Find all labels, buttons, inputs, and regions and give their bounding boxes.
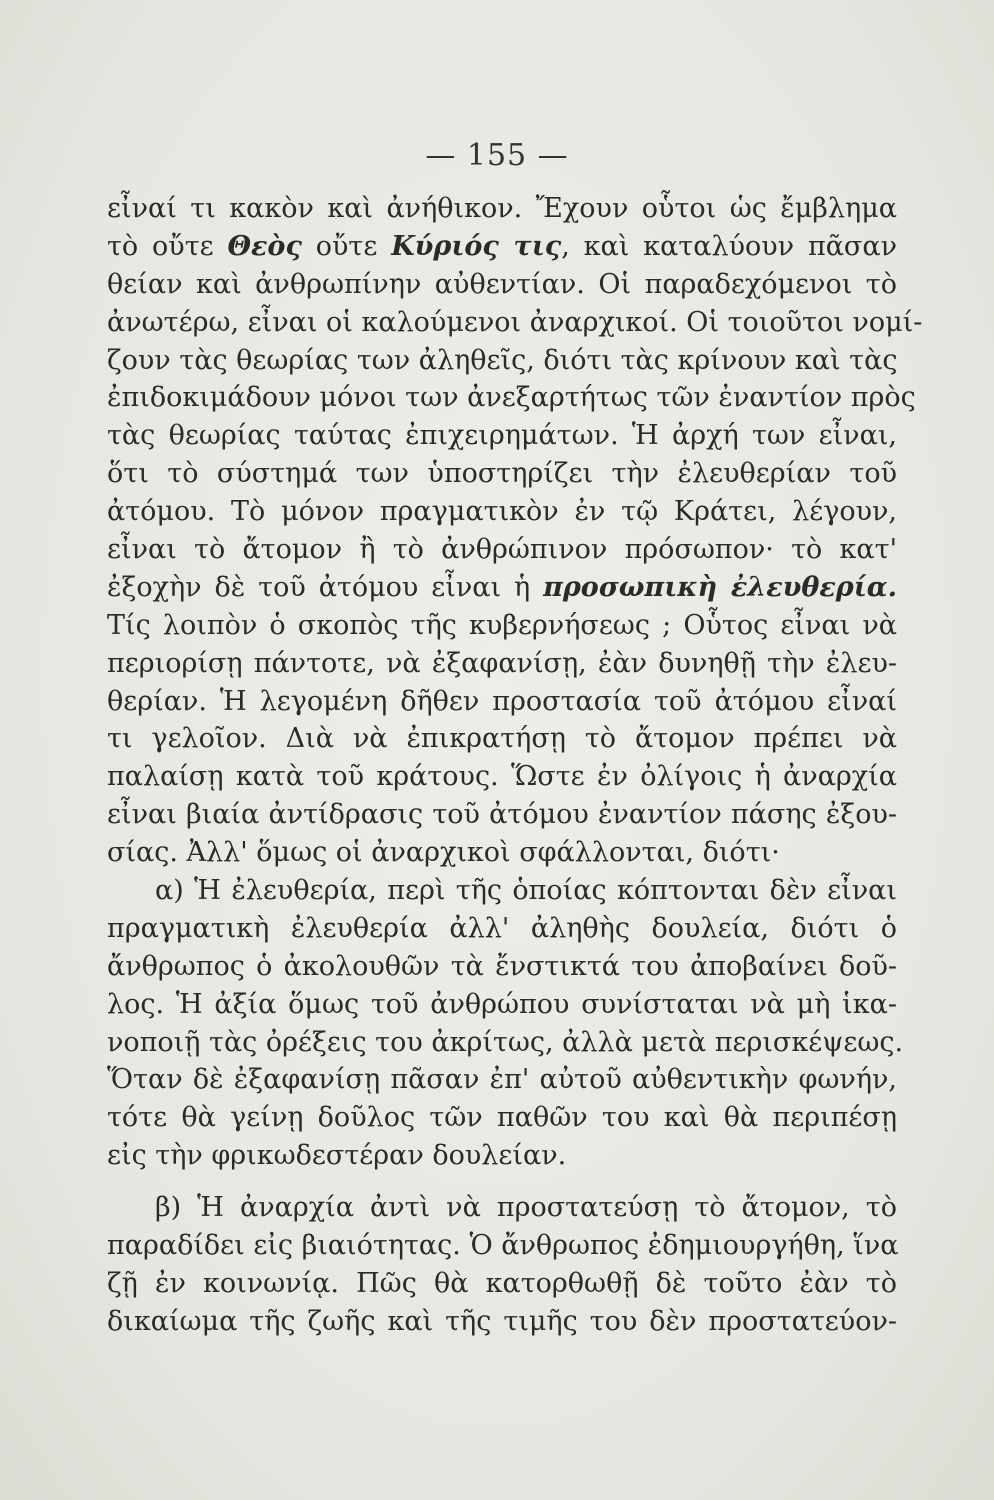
text-line: θείαν καὶ ἀνθρωπίνην αὐθεντίαν. Οἱ παραδεχόμενοι τὸ <box>107 268 897 300</box>
text-line: τὰς θεωρίας ταύτας ἐπιχειρημάτων. Ἡ ἀρχή των εἶναι, <box>107 420 897 452</box>
text-line: εἶναι βιαία ἀντίδρασις τοῦ ἀτόμου ἐναντίον πάσης ἐξου- <box>107 799 897 831</box>
text-line: εἰς τὴν φρικωδεστέραν δουλείαν. <box>107 1140 567 1172</box>
text-line: παραδίδει εἰς βιαιότητας. Ὁ ἄνθρωπος ἐδημιουργήθη, ἵνα <box>107 1230 899 1262</box>
text-line: ζῇ ἐν κοινωνίᾳ. Πῶς θὰ κατορθωθῇ δὲ τοῦτο ἐὰν τὸ <box>107 1267 897 1299</box>
text-line: περιορίσῃ πάντοτε, νὰ ἐξαφανίσῃ, ἐὰν δυνηθῇ τὴν ἐλευ- <box>107 647 897 679</box>
paragraph-gap <box>107 1175 897 1189</box>
text-line: πραγματικὴ ἐλευθερία ἀλλ' ἀληθὴς δουλεία, διότι ὁ <box>107 912 897 944</box>
text-line: εἶναί τι κακὸν καὶ ἀνήθικον. Ἔχουν οὗτοι ὡς ἔμβλημα <box>107 193 897 224</box>
text-line: θερίαν. Ἡ λεγομένη δῆθεν προστασία τοῦ ἀτόμου εἶναί <box>107 685 897 717</box>
text-line: ἄνθρωπος ὁ ἀκολουθῶν τὰ ἔνστικτά του ἀποβαίνει δοῦ- <box>107 950 897 982</box>
text-line: ἐπιδοκιμάδουν μόνοι των ἀνεξαρτήτως τῶν ἐναντίον πρὸς <box>107 382 916 414</box>
emphasized-text: Θεὸς <box>227 230 302 262</box>
text-line: λος. Ἡ ἀξία ὅμως τοῦ ἀνθρώπου συνίσταται νὰ μὴ ἱκα- <box>107 988 897 1020</box>
text-line: ἀνωτέρω, εἶναι οἱ καλούμενοι ἀναρχικοί. Οἱ τοιοῦτοι νομί- <box>107 306 923 338</box>
text-line: νοποιῇ τὰς ὀρέξεις του ἀκρίτως, ἀλλὰ μετὰ περισκέψεως. <box>107 1026 904 1058</box>
text-line: τὸ οὔτε Θεὸς οὔτε Κύριός τις, καὶ καταλύουν πᾶσαν <box>107 230 897 262</box>
emphasized-text: προσωπικὴ ἐλευθερία. <box>543 571 897 603</box>
body-text <box>107 190 923 1341</box>
text-line: ζουν τὰς θεωρίας των ἀληθεῖς, διότι τὰς κρίνουν καὶ τὰς <box>107 344 898 376</box>
text-line: β) Ἡ ἀναρχία ἀντὶ νὰ προστατεύσῃ τὸ ἄτομον, τὸ <box>155 1192 897 1224</box>
text-line: ὅτι τὸ σύστημά των ὑποστηρίζει τὴν ἐλευθερίαν τοῦ <box>107 458 897 490</box>
text-line: δικαίωμα τῆς ζωῆς καὶ τῆς τιμῆς του δὲν προστατεύον- <box>107 1305 897 1337</box>
text-line: σίας. Ἀλλ' ὅμως οἱ ἀναρχικοὶ σφάλλονται, διότι· <box>107 837 780 869</box>
text-line: Τίς λοιπὸν ὁ σκοπὸς τῆς κυβερνήσεως ; Οὗτος εἶναι νὰ <box>107 609 897 641</box>
text-line: εἶναι τὸ ἄτομον ἢ τὸ ἀνθρώπινον πρόσωπον· τὸ κατ' <box>107 534 897 566</box>
text-line: τι γελοῖον. Διὰ νὰ ἐπικρατήσῃ τὸ ἄτομον πρέπει νὰ <box>107 723 897 755</box>
text-line: ἐξοχὴν δὲ τοῦ ἀτόμου εἶναι ἡ προσωπικὴ ἐλευθερία. <box>107 571 897 603</box>
text-line: ἀτόμου. Τὸ μόνον πραγματικὸν ἐν τῷ Κράτει, λέγουν, <box>107 496 897 528</box>
emphasized-text: Κύριός τις <box>391 230 562 262</box>
page-number: — 155 — <box>425 138 569 173</box>
text-line: παλαίσῃ κατὰ τοῦ κράτους. Ὥστε ἐν ὀλίγοις ἡ ἀναρχία <box>107 761 897 793</box>
text-line: Ὅταν δὲ ἐξαφανίσῃ πᾶσαν ἐπ' αὐτοῦ αὐθεντικὴν φωνήν, <box>107 1064 897 1096</box>
text-line: α) Ἡ ἐλευθερία, περὶ τῆς ὁποίας κόπτονται δὲν εἶναι <box>155 875 897 907</box>
text-line: τότε θὰ γείνῃ δοῦλος τῶν παθῶν του καὶ θὰ περιπέσῃ <box>107 1102 897 1134</box>
